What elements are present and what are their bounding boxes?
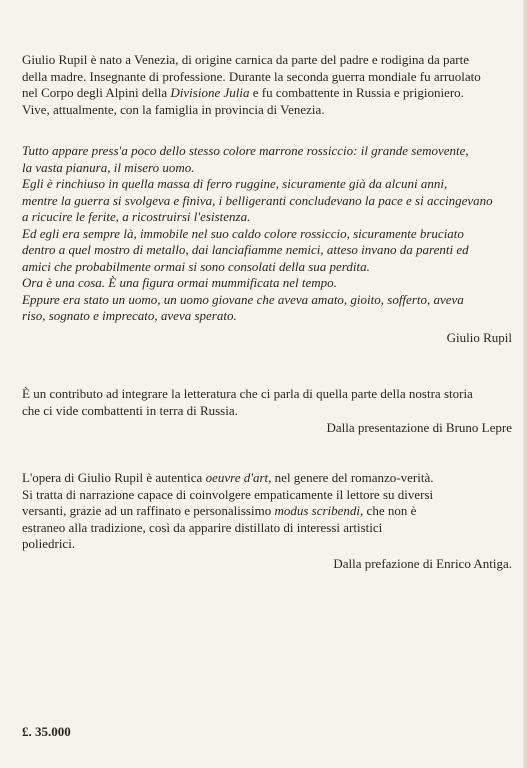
excerpt-line: Egli è rinchiuso in quella massa di ferro ruggine, sicuramente già da alcuni anni, <box>22 176 448 191</box>
oeuvre-term: oeuvre d'art <box>205 470 269 485</box>
excerpt-line: Ora è una cosa. È una figura ormai mummificata nel tempo. <box>22 275 337 290</box>
page-edge <box>523 0 527 768</box>
bio-line: nel Corpo degli Alpini della Divisione Julia e fu combattente in Russia e prigioniero. <box>22 85 464 100</box>
excerpt-line: mentre la guerra si svolgeva e finiva, i belligeranti concludevano la pace e si accingevano <box>22 192 493 208</box>
excerpt-line: riso, sognato e imprecato, aveva sperato. <box>22 308 237 323</box>
preface-quote <box>22 470 512 553</box>
price-tag: £. 35.000 <box>22 724 71 739</box>
division-name: Divisione Julia <box>170 85 250 100</box>
presentation-line: che ci vide combattenti in terra di Russia. <box>22 402 238 418</box>
bio-line: della madre. Insegnante di professione. Durante la seconda guerra mondiale fu arruolato <box>22 68 481 84</box>
excerpt-line: Ed egli era sempre là, immobile nel suo caldo colore rossiccio, sicuramente bruciato <box>22 225 464 241</box>
modus-term: modus scribendi <box>274 503 361 518</box>
author-bio <box>22 52 512 118</box>
excerpt-line: dentro a quel mostro di metallo, dai lanciafiamme nemici, atteso invano da parenti ed <box>22 242 469 257</box>
presentation-line: È un contributo ad integrare la letteratura che ci parla di quella parte della nostra storia <box>22 386 473 401</box>
preface-line: Si tratta di narrazione capace di coinvolgere empaticamente il lettore su diversi <box>22 486 434 502</box>
bio-line: Giulio Rupil è nato a Venezia, di origine carnica da parte del padre e rodigina da parte <box>22 52 469 67</box>
preface-line: versanti, grazie ad un raffinato e personalissimo modus scribendi, che non è <box>22 503 417 518</box>
excerpt-line: amici che probabilmente ormai si sono consolati della sua perdita. <box>22 258 370 274</box>
book-excerpt <box>22 143 512 325</box>
preface-line: estraneo alla tradizione, così da apparire distillato di interessi artistici <box>22 519 383 535</box>
preface-line: L'opera di Giulio Rupil è autentica oeuvre d'art, nel genere del romanzo-verità. <box>22 470 434 485</box>
excerpt-line: Eppure era stato un uomo, un uomo giovane che aveva amato, gioito, sofferto, aveva <box>22 291 464 307</box>
presentation-quote <box>22 386 512 419</box>
excerpt-line: Tutto appare press'a poco dello stesso colore marrone rossiccio: il grande semovente, <box>22 143 469 158</box>
preface-line: poliedrici. <box>22 536 76 551</box>
preface-source: Dalla prefazione di Enrico Antiga. <box>333 556 512 571</box>
excerpt-author: Giulio Rupil <box>446 330 512 345</box>
presentation-source: Dalla presentazione di Bruno Lepre <box>326 420 512 435</box>
excerpt-line: a ricucire le ferite, a ricostruirsi l'esistenza. <box>22 209 251 224</box>
excerpt-line: la vasta pianura, il misero uomo. <box>22 159 195 175</box>
bio-line: Vive, attualmente, con la famiglia in provincia di Venezia. <box>22 101 325 117</box>
